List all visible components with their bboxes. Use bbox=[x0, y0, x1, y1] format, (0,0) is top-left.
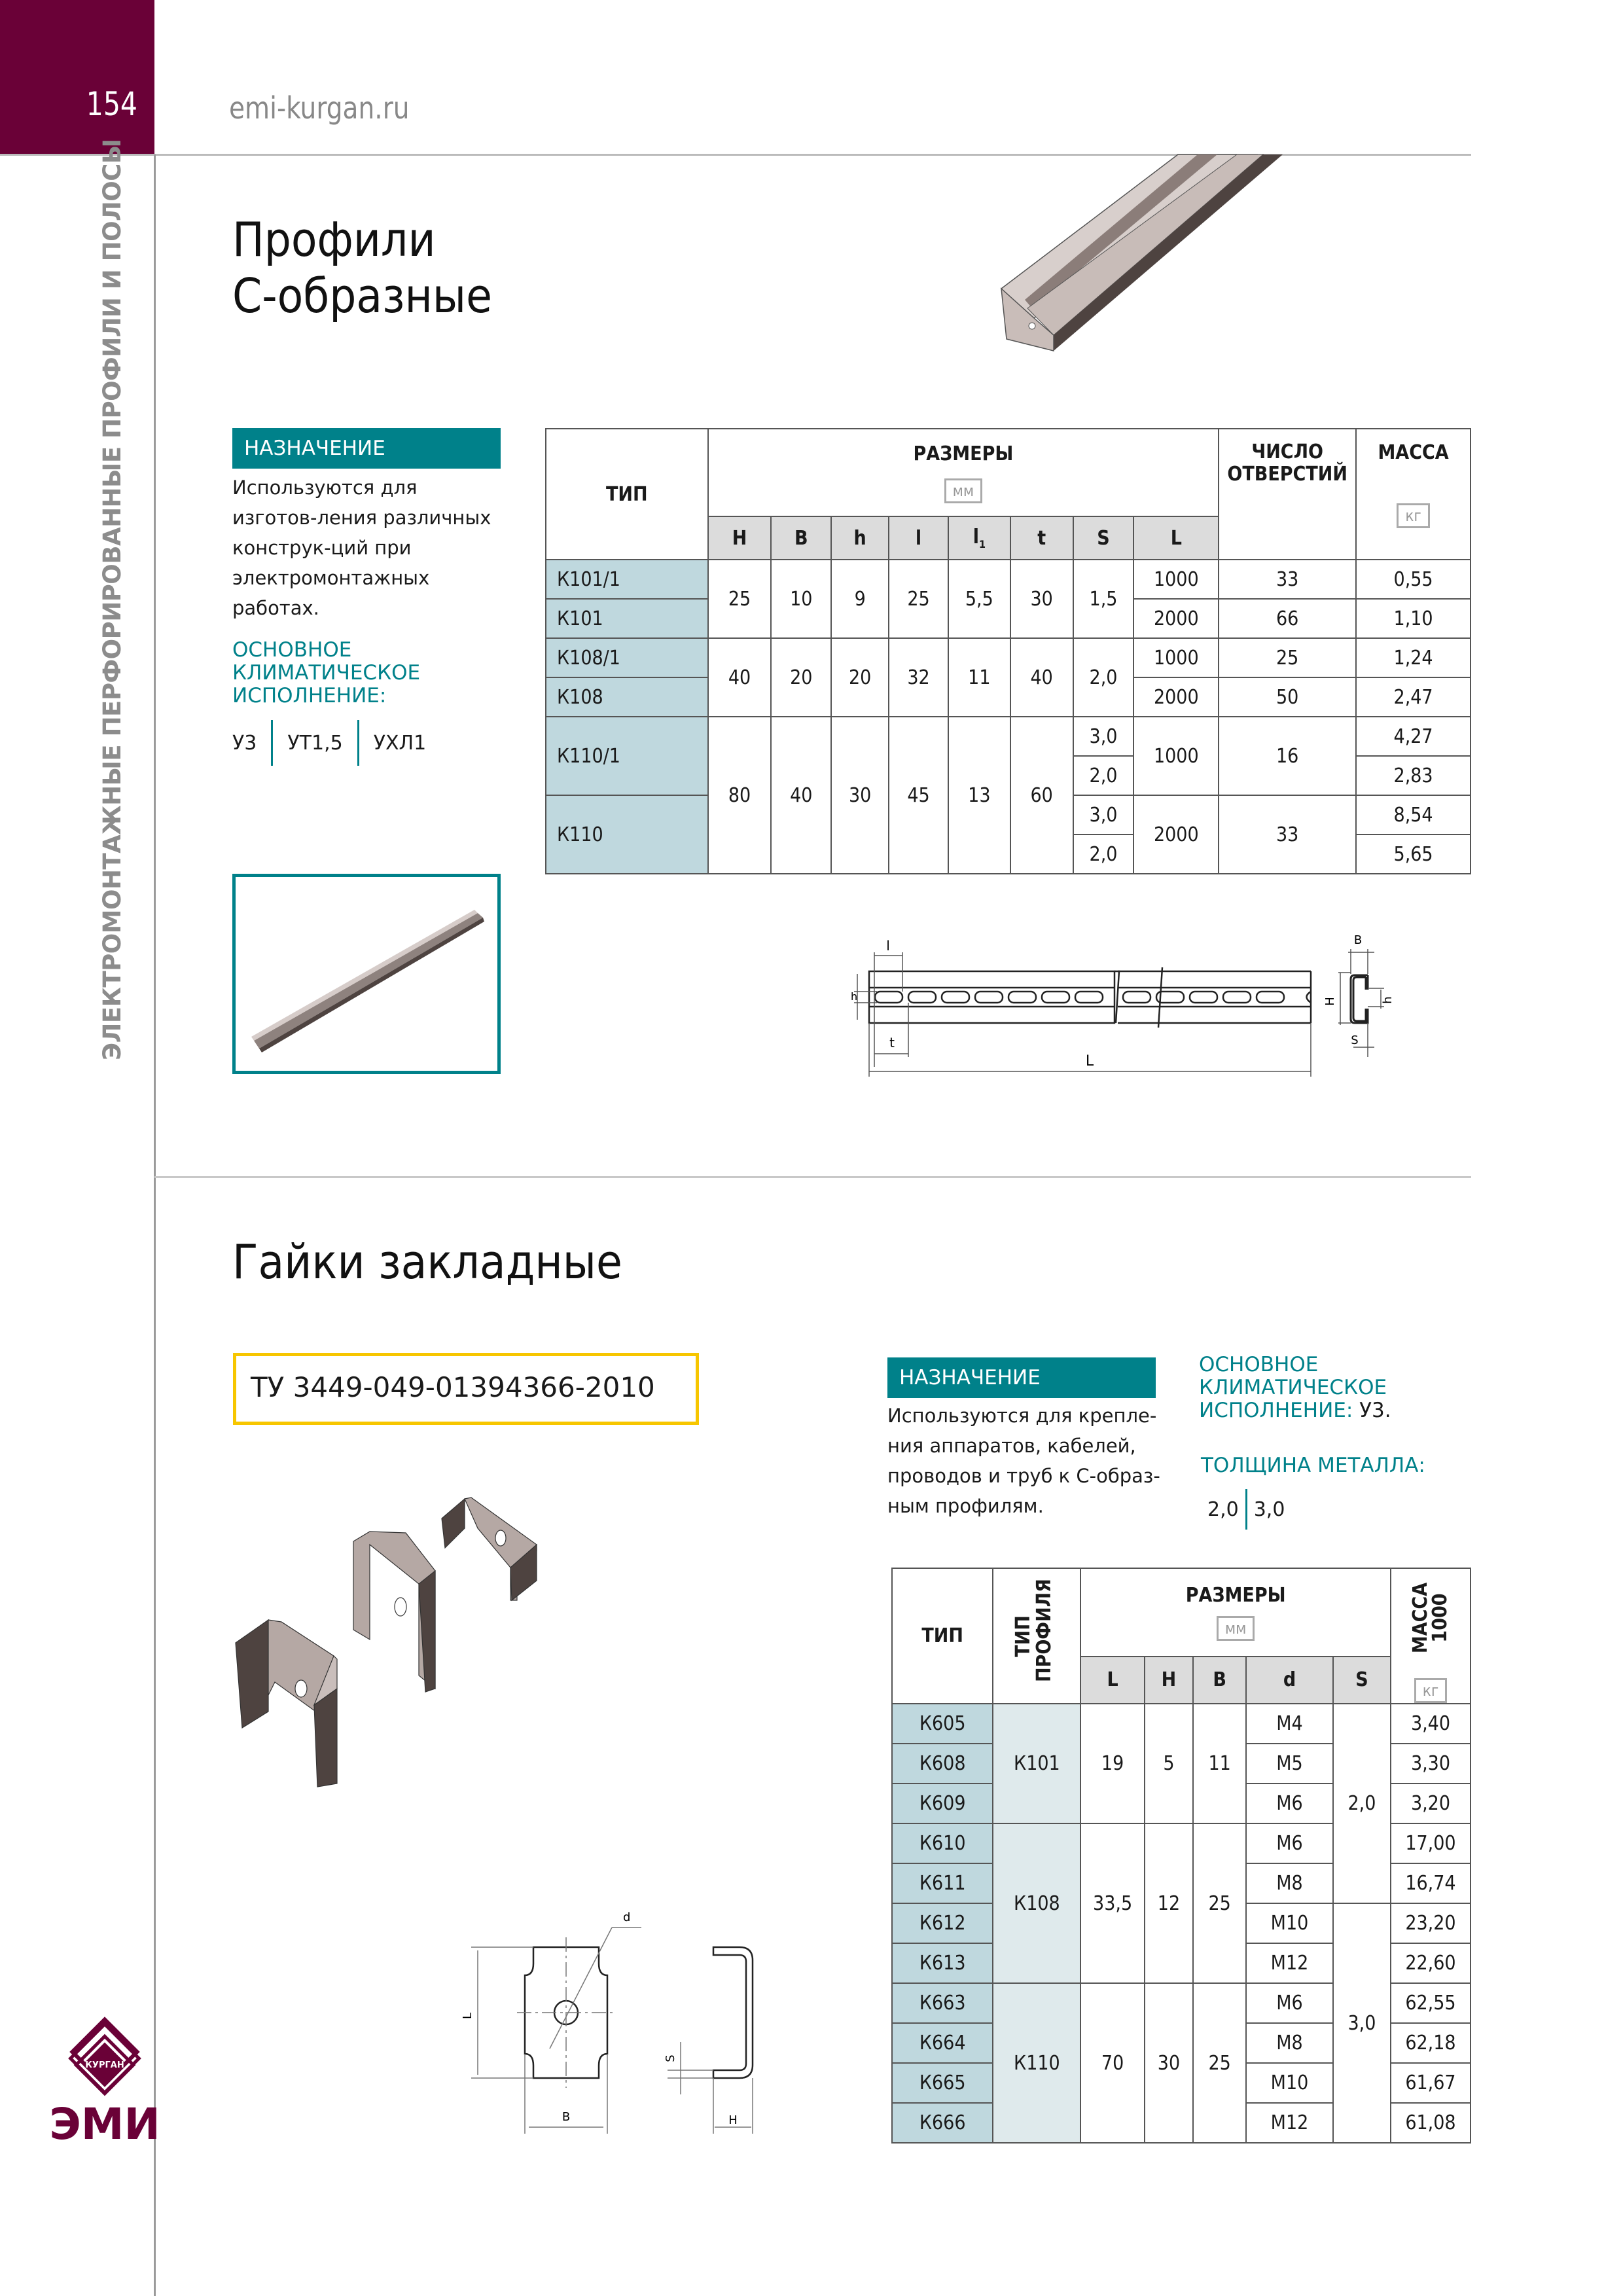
dim-l1: 5,5 bbox=[948, 560, 1010, 638]
dim-l: 25 bbox=[889, 560, 948, 638]
dim-H: 80 bbox=[708, 717, 772, 874]
profile-type-label: ТИП ПРОФИЛЯ bbox=[1012, 1578, 1056, 1682]
dim-B: 25 bbox=[1193, 1823, 1246, 1983]
dim-B: 20 bbox=[771, 638, 831, 717]
col-header-mass bbox=[1356, 429, 1471, 560]
dim-d: М10 bbox=[1246, 2063, 1333, 2103]
nuts-unit-mm: мм bbox=[1217, 1616, 1255, 1641]
nuts-sizes-label: РАЗМЕРЫ bbox=[1185, 1583, 1286, 1607]
profiles-spec-table bbox=[545, 428, 1471, 874]
size-col-S: S bbox=[1073, 516, 1134, 560]
nuts-col-header-profile bbox=[993, 1568, 1080, 1704]
nut-drawing-label-L: L bbox=[461, 2012, 474, 2020]
type-cell: К101/1 bbox=[546, 560, 708, 599]
mass-cell: 22,60 bbox=[1391, 1943, 1471, 1983]
dim-L: 2000 bbox=[1133, 677, 1219, 717]
mass-cell: 3,30 bbox=[1391, 1744, 1471, 1784]
dim-t: 60 bbox=[1010, 717, 1073, 874]
holes-cell: 25 bbox=[1219, 638, 1356, 677]
dim-l: 32 bbox=[889, 638, 948, 717]
table-row bbox=[892, 1704, 1471, 1744]
profiles-title-line2: С-образные bbox=[232, 268, 492, 323]
type-cell: К108/1 bbox=[546, 638, 708, 677]
type-cell: К605 bbox=[892, 1704, 993, 1744]
type-cell: К110 bbox=[546, 795, 708, 874]
value-separator bbox=[357, 720, 359, 766]
logo-top-text: КУРГАН bbox=[85, 2060, 124, 2070]
thickness-value: 2,0 bbox=[1207, 1498, 1239, 1521]
thickness-values bbox=[1207, 1489, 1285, 1530]
dim-B: 40 bbox=[771, 717, 831, 874]
nuts-size-col-S: S bbox=[1333, 1657, 1391, 1704]
dim-l: 45 bbox=[889, 717, 948, 874]
dim-S: 2,0 bbox=[1073, 638, 1134, 717]
col-header-holes: ЧИСЛО ОТВЕРСТИЙ bbox=[1219, 429, 1356, 560]
section-sidebar-title: ЭЛЕКТРОМОНТАЖНЫЕ ПЕРФОРИРОВАННЫЕ ПРОФИЛИ И ПОЛОСЫ bbox=[98, 139, 126, 1060]
profile-technical-drawing bbox=[851, 916, 1472, 1093]
nuts-mass-label: МАССА 1000 bbox=[1408, 1582, 1452, 1654]
nuts-spec-table bbox=[891, 1568, 1471, 2144]
dim-d: М6 bbox=[1246, 1784, 1333, 1823]
type-cell: К664 bbox=[892, 2023, 993, 2063]
dim-H: 25 bbox=[708, 560, 772, 638]
mass-cell: 1,24 bbox=[1356, 638, 1471, 677]
mass-cell: 8,54 bbox=[1356, 795, 1471, 834]
drawing-label-t: t bbox=[889, 1035, 895, 1050]
profile-long-image bbox=[236, 877, 497, 1071]
profile-cell: К110 bbox=[993, 1983, 1080, 2143]
value-separator bbox=[1245, 1489, 1247, 1530]
mass-cell: 62,55 bbox=[1391, 1983, 1471, 2023]
nuts-purpose-text: Используются для крепле-ния аппаратов, кабелей, проводов и труб к С-образ-ным профилям. bbox=[887, 1405, 1160, 1517]
size-col-l: l bbox=[889, 516, 948, 560]
dim-h: 20 bbox=[831, 638, 889, 717]
mass-cell: 16,74 bbox=[1391, 1863, 1471, 1903]
drawing-label-l: l bbox=[886, 938, 890, 954]
unit-mm: мм bbox=[944, 478, 983, 503]
mass-cell: 1,10 bbox=[1356, 599, 1471, 638]
purpose-text: Используются для изготов-ления различных конструк-ций при электромонтажных работах. bbox=[232, 476, 491, 619]
mass-cell: 3,40 bbox=[1391, 1704, 1471, 1744]
type-cell: К612 bbox=[892, 1903, 993, 1943]
dim-l1: 13 bbox=[948, 717, 1010, 874]
drawing-label-L: L bbox=[1085, 1053, 1094, 1069]
dim-L: 2000 bbox=[1133, 795, 1219, 874]
spec-standard-box: ТУ 3449-049-01394366-2010 bbox=[233, 1353, 699, 1425]
nuts-col-header-sizes bbox=[1080, 1568, 1391, 1657]
nuts-climate-label-text: ОСНОВНОЕ КЛИМАТИЧЕСКОЕ ИСПОЛНЕНИЕ: bbox=[1199, 1353, 1387, 1422]
profiles-title-line1: Профили bbox=[232, 212, 436, 267]
nuts-unit-kg: кг bbox=[1414, 1678, 1447, 1703]
climate-value: УТ1,5 bbox=[287, 731, 343, 755]
nuts-climate-label bbox=[1199, 1354, 1421, 1422]
type-cell: К108 bbox=[546, 677, 708, 717]
dim-H: 5 bbox=[1145, 1704, 1193, 1823]
mass-cell: 2,83 bbox=[1356, 756, 1471, 795]
nuts-size-col-L: L bbox=[1080, 1657, 1144, 1704]
type-cell: К110/1 bbox=[546, 717, 708, 795]
mass-cell: 3,20 bbox=[1391, 1784, 1471, 1823]
mass-cell: 23,20 bbox=[1391, 1903, 1471, 1943]
type-cell: К665 bbox=[892, 2063, 993, 2103]
size-col-L: L bbox=[1133, 516, 1219, 560]
dim-d: М10 bbox=[1246, 1903, 1333, 1943]
thickness-value: 3,0 bbox=[1253, 1498, 1285, 1521]
emi-kurgan-logo bbox=[49, 2022, 160, 2153]
dim-L: 2000 bbox=[1133, 599, 1219, 638]
profile-photo-frame bbox=[232, 874, 501, 1074]
dim-H: 40 bbox=[708, 638, 772, 717]
type-cell: К663 bbox=[892, 1983, 993, 2023]
profile-cell: К108 bbox=[993, 1823, 1080, 1983]
drawing-label-S: S bbox=[1351, 1033, 1359, 1047]
climate-label: ОСНОВНОЕ КЛИМАТИЧЕСКОЕ ИСПОЛНЕНИЕ: bbox=[232, 638, 421, 708]
nuts-col-header-type: ТИП bbox=[892, 1568, 993, 1704]
dim-d: М12 bbox=[1246, 2103, 1333, 2143]
nuts-3d-image bbox=[229, 1479, 831, 1806]
margin-divider bbox=[154, 154, 156, 2296]
nuts-climate-value: У3. bbox=[1359, 1399, 1391, 1422]
drawing-label-B: B bbox=[1353, 933, 1363, 947]
dim-L: 19 bbox=[1080, 1704, 1144, 1823]
nut-drawing-label-d: d bbox=[623, 1910, 631, 1924]
mass-cell: 0,55 bbox=[1356, 560, 1471, 599]
dim-l1: 11 bbox=[948, 638, 1010, 717]
dim-d: М4 bbox=[1246, 1704, 1333, 1744]
dim-S: 3,0 bbox=[1073, 717, 1134, 756]
profile-3d-image bbox=[1001, 154, 1472, 357]
nut-drawing-label-S: S bbox=[664, 2054, 677, 2062]
size-col-l1: $l_1$ bbox=[948, 516, 1010, 560]
drawing-label-h-section: h bbox=[1381, 996, 1395, 1004]
sizes-label: РАЗМЕРЫ bbox=[913, 442, 1014, 465]
climate-value: У3 bbox=[232, 731, 257, 755]
dim-d: М8 bbox=[1246, 1863, 1333, 1903]
table-row bbox=[546, 560, 1471, 599]
dim-H: 12 bbox=[1145, 1823, 1193, 1983]
type-cell: К609 bbox=[892, 1784, 993, 1823]
dim-B: 10 bbox=[771, 560, 831, 638]
nuts-size-col-H: H bbox=[1145, 1657, 1193, 1704]
dim-B: 25 bbox=[1193, 1983, 1246, 2143]
nut-drawing-label-H: H bbox=[728, 2113, 738, 2127]
size-col-B: B bbox=[771, 516, 831, 560]
nuts-title: Гайки закладные bbox=[232, 1234, 622, 1289]
mass-cell: 62,18 bbox=[1391, 2023, 1471, 2063]
section-divider bbox=[154, 1176, 1471, 1178]
profile-cell: К101 bbox=[993, 1704, 1080, 1823]
table-row bbox=[546, 717, 1471, 756]
type-cell: К610 bbox=[892, 1823, 993, 1863]
mass-cell: 61,67 bbox=[1391, 2063, 1471, 2103]
type-cell: К101 bbox=[546, 599, 708, 638]
mass-label: МАССА bbox=[1378, 441, 1449, 464]
size-col-H: H bbox=[708, 516, 772, 560]
holes-cell: 33 bbox=[1219, 560, 1356, 599]
dim-S: 1,5 bbox=[1073, 560, 1134, 638]
mass-cell: 4,27 bbox=[1356, 717, 1471, 756]
table-row bbox=[546, 638, 1471, 677]
mass-cell: 17,00 bbox=[1391, 1823, 1471, 1863]
dim-B: 11 bbox=[1193, 1704, 1246, 1823]
type-cell: К666 bbox=[892, 2103, 993, 2143]
holes-cell: 33 bbox=[1219, 795, 1356, 874]
col-header-type: ТИП bbox=[546, 429, 708, 560]
dim-L: 33,5 bbox=[1080, 1823, 1144, 1983]
dim-H: 30 bbox=[1145, 1983, 1193, 2143]
dim-d: М6 bbox=[1246, 1983, 1333, 2023]
page-number: 154 bbox=[86, 85, 137, 123]
page-number-box bbox=[0, 0, 154, 154]
type-cell: К608 bbox=[892, 1744, 993, 1784]
col-header-sizes bbox=[708, 429, 1219, 516]
dim-L: 70 bbox=[1080, 1983, 1144, 2143]
dim-L: 1000 bbox=[1133, 717, 1219, 795]
type-cell: К611 bbox=[892, 1863, 993, 1903]
holes-cell: 16 bbox=[1219, 717, 1356, 795]
profiles-title bbox=[232, 211, 492, 324]
dim-S: 3,0 bbox=[1333, 1903, 1391, 2143]
nuts-purpose-label: НАЗНАЧЕНИЕ bbox=[887, 1357, 1156, 1398]
purpose-label: НАЗНАЧЕНИЕ bbox=[232, 428, 501, 469]
size-col-t: t bbox=[1010, 516, 1073, 560]
holes-cell: 66 bbox=[1219, 599, 1356, 638]
dim-h: 30 bbox=[831, 717, 889, 874]
drawing-label-H: H bbox=[1323, 997, 1337, 1006]
dim-d: М6 bbox=[1246, 1823, 1333, 1863]
nut-technical-drawing bbox=[452, 1898, 857, 2147]
dim-t: 30 bbox=[1010, 560, 1073, 638]
thickness-label: ТОЛЩИНА МЕТАЛЛА: bbox=[1201, 1454, 1425, 1477]
dim-L: 1000 bbox=[1133, 560, 1219, 599]
unit-kg: кг bbox=[1397, 503, 1429, 528]
dim-t: 40 bbox=[1010, 638, 1073, 717]
value-separator bbox=[271, 720, 273, 766]
mass-cell: 5,65 bbox=[1356, 834, 1471, 874]
dim-d: М8 bbox=[1246, 2023, 1333, 2063]
drawing-label-h: h bbox=[851, 990, 858, 1003]
size-col-h: h bbox=[831, 516, 889, 560]
holes-cell: 50 bbox=[1219, 677, 1356, 717]
nut-drawing-label-B: B bbox=[562, 2110, 571, 2124]
nuts-col-header-mass bbox=[1391, 1568, 1471, 1704]
type-cell: К613 bbox=[892, 1943, 993, 1983]
dim-d: М5 bbox=[1246, 1744, 1333, 1784]
dim-L: 1000 bbox=[1133, 638, 1219, 677]
dim-d: М12 bbox=[1246, 1943, 1333, 1983]
climate-values bbox=[232, 720, 426, 766]
nuts-size-col-B: B bbox=[1193, 1657, 1246, 1704]
nuts-size-col-d: d bbox=[1246, 1657, 1333, 1704]
dim-S: 2,0 bbox=[1073, 756, 1134, 795]
dim-h: 9 bbox=[831, 560, 889, 638]
dim-S: 2,0 bbox=[1333, 1704, 1391, 1903]
dim-S: 2,0 bbox=[1073, 834, 1134, 874]
site-url[interactable]: emi-kurgan.ru bbox=[229, 90, 410, 126]
dim-S: 3,0 bbox=[1073, 795, 1134, 834]
climate-value: УХЛ1 bbox=[373, 731, 427, 755]
mass-cell: 2,47 bbox=[1356, 677, 1471, 717]
mass-cell: 61,08 bbox=[1391, 2103, 1471, 2143]
logo-bottom-text: ЭМИ bbox=[49, 2099, 160, 2149]
